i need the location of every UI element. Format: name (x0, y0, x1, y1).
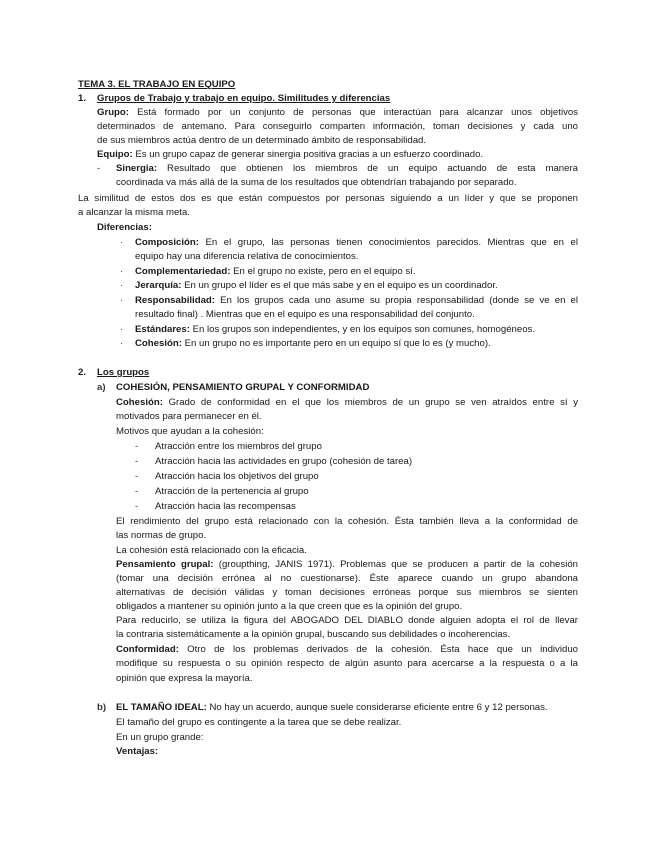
ventajas-label: Ventajas: (116, 746, 159, 757)
conformidad-text: Otro de los problemas derivados de la cohesión. Ésta hace que un individuo (187, 644, 578, 655)
equipo-definition (97, 148, 655, 161)
sinergia-line-2: coordinada va más allá de la suma de los resultados que obtendrían trabajando por separado. (116, 177, 517, 188)
tamano-line (116, 701, 655, 714)
motivos-heading: Motivos que ayudan a la cohesión: (116, 426, 264, 437)
estandares-line (135, 323, 655, 336)
responsabilidad-line-2: resultado final) . Mientras que en el equipo es una responsabilidad del conjunto. (135, 309, 475, 320)
conformidad-label: Conformidad: (116, 644, 179, 655)
cohesion-text: En un grupo no es importante pero en un equipo sí que lo es (y mucho). (184, 338, 491, 349)
motivo-1-dash: - (135, 441, 139, 452)
motivo-1: Atracción entre los miembros del grupo (155, 441, 322, 452)
similitud-line-2: a alcanzar la misma meta. (78, 207, 190, 218)
eficacia-line: La cohesión está relacionado con la eficacia. (116, 545, 307, 556)
estandares-text: En los grupos son independientes, y en los equipos son comunes, homogéneos. (192, 324, 535, 335)
conformidad-line-1 (116, 643, 578, 656)
pensamiento-line-3: alternativas de decisión válidas y toman decisiones erróneas porque sus miembros se sienten (116, 587, 578, 598)
composicion-bullet: · (120, 237, 124, 248)
grupo-label: Grupo: (97, 107, 129, 118)
composicion-line-2: equipo hay una diferencia relativa de conocimientos. (135, 251, 359, 262)
pensamiento-text: (groupthing, JANIS 1971). Problemas que se producen a partir de la cohesión (218, 559, 578, 570)
reducirlo-line-1: Para reducirlo, se utiliza la figura del ABOGADO DEL DIABLO donde alguien adopta el rol de llevar (116, 615, 578, 626)
cohesion-line (135, 337, 655, 350)
jerarquia-bullet: · (120, 280, 124, 291)
complementariedad-label: Complementariedad: (135, 266, 231, 277)
cohesion-def-line-2: motivados para permanecer en él. (116, 411, 262, 422)
document-title: TEMA 3. EL TRABAJO EN EQUIPO (78, 79, 236, 90)
tamano-text: No hay un acuerdo, aunque suele considerarse eficiente entre 6 y 12 personas. (209, 702, 548, 713)
responsabilidad-text: En los grupos cada uno asume su propia responsabilidad (donde se ve en el (220, 295, 578, 306)
section-1-heading: Grupos de Trabajo y trabajo en equipo. Similitudes y diferencias (97, 93, 391, 104)
contingente-line: El tamaño del grupo es contingente a la tarea que se debe realizar. (116, 717, 402, 728)
subsection-a-mark: a) (97, 382, 106, 393)
rendimiento-line-1: El rendimiento del grupo está relacionado con la cohesión. Ésta también lleva a la conformidad de (116, 516, 578, 527)
responsabilidad-line-1 (135, 294, 578, 307)
composicion-label: Composición: (135, 237, 199, 248)
pensamiento-line-4: obligados a mantener su opinión junto a la que creen que es la opinión del grupo. (116, 601, 463, 612)
section-1-number: 1. (78, 93, 87, 104)
complementariedad-text: En el grupo no existe, pero en el equipo sí. (233, 266, 416, 277)
motivo-3: Atracción hacia los objetivos del grupo (155, 471, 319, 482)
sinergia-text: Resultado que obtienen los miembros de un equipo actuando de esta manera (167, 163, 578, 174)
pensamiento-line-1 (116, 558, 578, 571)
tamano-label: EL TAMAÑO IDEAL: (116, 702, 207, 713)
equipo-text: Es un grupo capaz de generar sinergia positiva gracias a un esfuerzo coordinado. (135, 149, 484, 160)
reducirlo-line-2: la contraria sistemáticamente a la opinión grupal, buscando sus debilidades o incoherencias. (116, 629, 511, 640)
sinergia-label: Sinergia: (116, 163, 158, 174)
cohesion-def-label: Cohesión: (116, 397, 163, 408)
diferencias-label: Diferencias: (97, 222, 152, 233)
motivo-4-dash: - (135, 486, 139, 497)
section-2-heading: Los grupos (97, 367, 150, 378)
sinergia-dash: - (97, 163, 101, 174)
jerarquia-text: En un grupo el líder es el que más sabe y en el equipo es un coordinador. (184, 280, 498, 291)
jerarquia-line (135, 279, 655, 292)
estandares-bullet: · (120, 324, 124, 335)
section-2-number: 2. (78, 367, 87, 378)
motivo-3-dash: - (135, 471, 139, 482)
cohesion-bullet: · (120, 338, 124, 349)
equipo-label: Equipo: (97, 149, 133, 160)
composicion-text: En el grupo, las personas tienen conocimientos parecidos. Mientras que en el (205, 237, 578, 248)
subsection-b-mark: b) (97, 702, 107, 713)
pensamiento-label: Pensamiento grupal: (116, 559, 214, 570)
motivo-2: Atracción hacia las actividades en grupo (cohesión de tarea) (155, 456, 413, 467)
responsabilidad-label: Responsabilidad: (135, 295, 215, 306)
conformidad-line-2: modifique su respuesta o su opinión respecto de algún asunto para acercarse a la respuesta o a la (116, 658, 578, 669)
cohesion-label: Cohesión: (135, 338, 182, 349)
composicion-line-1 (135, 236, 578, 249)
sinergia-line-1 (116, 162, 578, 175)
motivo-5: Atracción hacia las recompensas (155, 501, 296, 512)
grupo-grande-line: En un grupo grande: (116, 732, 204, 743)
motivo-5-dash: - (135, 501, 139, 512)
complementariedad-line (135, 265, 655, 278)
motivo-4: Atracción de la pertenencia al grupo (155, 486, 309, 497)
complementariedad-bullet: · (120, 266, 124, 277)
cohesion-def-text: Grado de conformidad en el que los miembros de un grupo se ven atraídos entre sí y (168, 397, 578, 408)
grupo-text: Está formado por un conjunto de personas que interactúan para alcanzar unos objetivos (137, 107, 578, 118)
pensamiento-line-2: (tomar una decisión errónea al no cuestionarse). Éste aparece cuando un grupo abandona (116, 573, 578, 584)
motivo-2-dash: - (135, 456, 139, 467)
similitud-line-1: La similitud de estos dos es que están compuestos por personas siguiendo a un líder y que se proponen (78, 193, 578, 204)
jerarquia-label: Jerarquía: (135, 280, 182, 291)
responsabilidad-bullet: · (120, 295, 124, 306)
subsection-a-heading: COHESIÓN, PENSAMIENTO GRUPAL Y CONFORMIDAD (116, 382, 370, 393)
estandares-label: Estándares: (135, 324, 190, 335)
grupo-definition-line-1 (97, 106, 578, 119)
grupo-definition-line-2: determinados de antemano. Para conseguirlo comparten información, toman decisiones y cada uno (97, 121, 578, 132)
conformidad-line-3: opinión que expresa la mayoría. (116, 673, 253, 684)
cohesion-def-line-1 (116, 396, 578, 409)
grupo-definition-line-3: de sus miembros actúa dentro de un determinado ámbito de responsabilidad. (97, 135, 427, 146)
rendimiento-line-2: las normas de grupo. (116, 530, 207, 541)
